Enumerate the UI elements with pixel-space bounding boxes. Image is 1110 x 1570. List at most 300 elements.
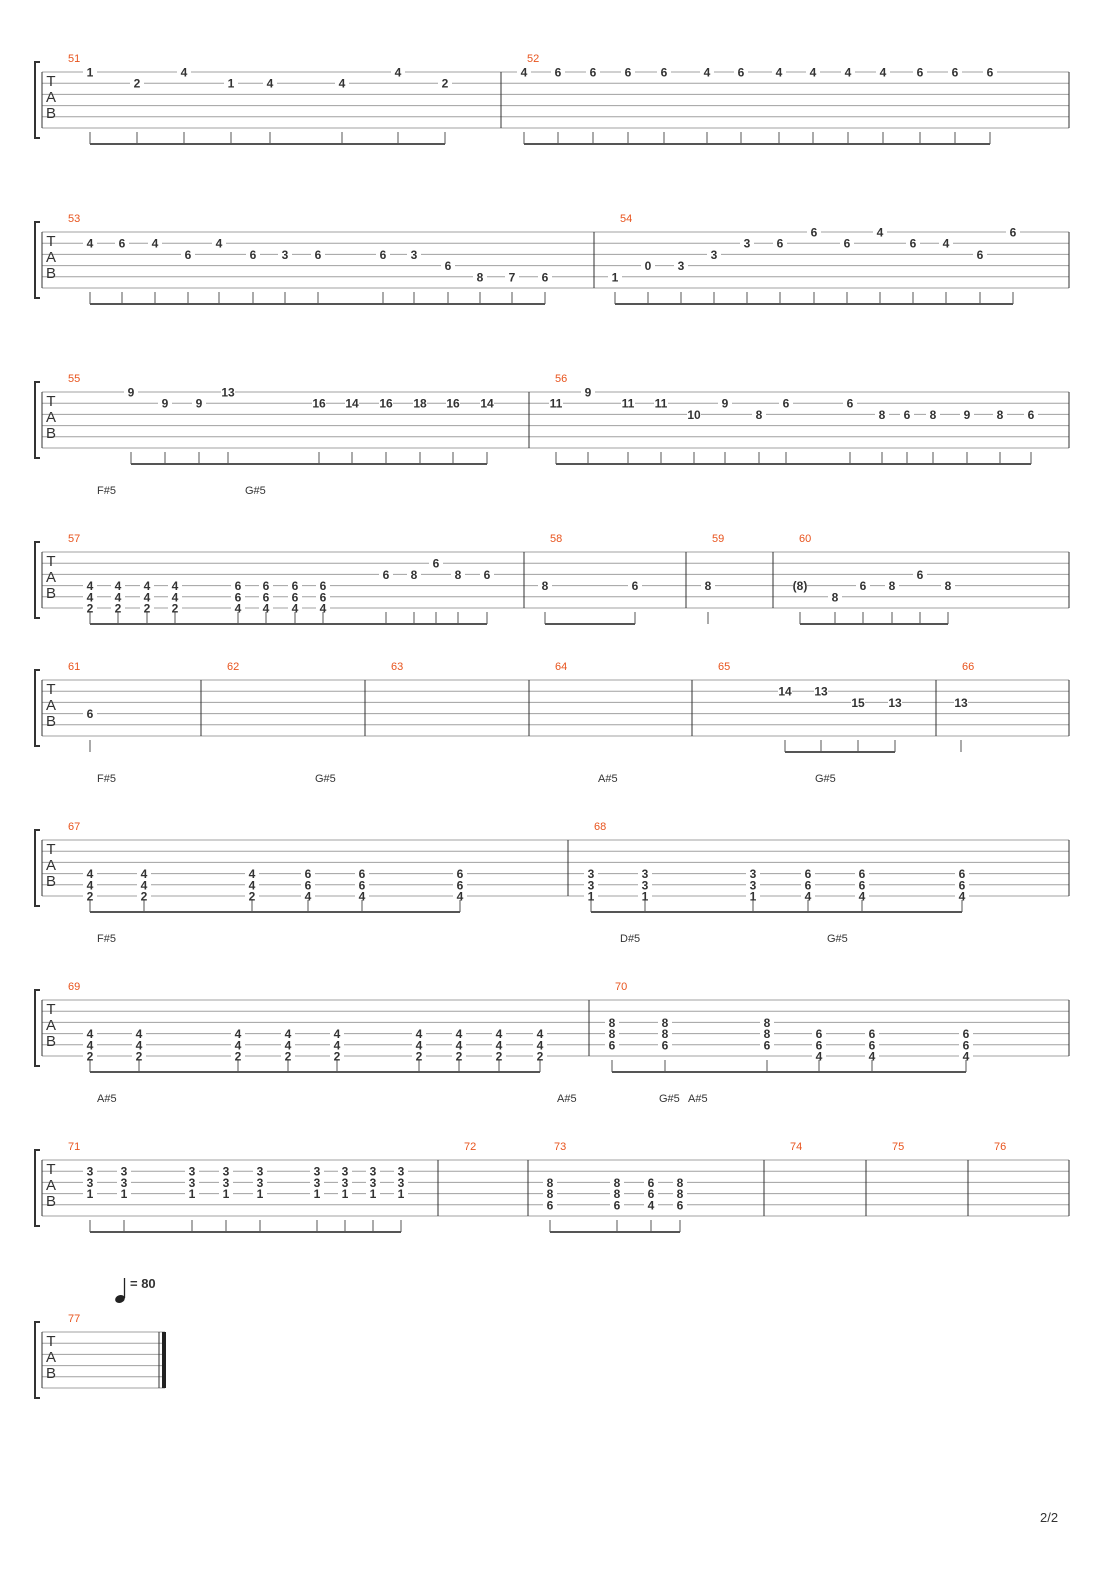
fret-number: 3 (256, 1164, 264, 1179)
fret-number: 6 (444, 259, 452, 274)
fret-number: 4 (248, 878, 256, 893)
fret-number: 4 (703, 65, 711, 80)
fret-number: 3 (341, 1175, 349, 1190)
fret-number: 4 (284, 1027, 292, 1042)
fret-number: 1 (86, 1187, 94, 1202)
fret-number: 9 (195, 396, 203, 411)
fret-number: 2 (114, 601, 122, 616)
fret-number: 6 (909, 236, 917, 251)
tab-clef-letter: T (46, 1001, 56, 1018)
tab-clef-letter: B (45, 1365, 57, 1382)
fret-number: 6 (986, 65, 994, 80)
fret-number: 13 (814, 684, 828, 699)
system-bracket (35, 1150, 40, 1226)
fret-number: 6 (776, 236, 784, 251)
fret-number: 4 (942, 236, 950, 251)
fret-number: 1 (641, 889, 649, 904)
fret-number: 3 (86, 1164, 94, 1179)
fret-number: 4 (143, 579, 151, 594)
fret-number: 4 (86, 579, 94, 594)
fret-number: 6 (1027, 407, 1035, 422)
fret-number: 1 (86, 65, 94, 80)
fret-number: 9 (127, 385, 135, 400)
fret-number: 8 (608, 1015, 616, 1030)
fret-number: 4 (495, 1027, 503, 1042)
fret-number: 4 (86, 878, 94, 893)
chord-name: F#5 (97, 933, 116, 945)
tab-system (35, 62, 1069, 144)
fret-number: 4 (520, 65, 528, 80)
fret-number: 6 (661, 1038, 669, 1053)
fret-number: 4 (844, 65, 852, 80)
fret-number: 8 (541, 579, 549, 594)
fret-number: 8 (763, 1015, 771, 1030)
fret-number: 4 (868, 1049, 876, 1064)
fret-number: 4 (394, 65, 402, 80)
fret-number: 3 (341, 1164, 349, 1179)
fret-number: 8 (608, 1027, 616, 1042)
fret-number: 8 (546, 1187, 554, 1202)
fret-number: 4 (114, 579, 122, 594)
fret-number: 4 (962, 1049, 970, 1064)
fret-number: 11 (654, 396, 668, 411)
fret-number: 4 (234, 1027, 242, 1042)
fret-number: 6 (868, 1038, 876, 1053)
measure-number: 72 (464, 1141, 477, 1153)
fret-number: 6 (589, 65, 597, 80)
fret-number: 2 (441, 76, 449, 91)
tab-clef-letter: T (46, 393, 56, 410)
chord-name: A#5 (557, 1093, 577, 1105)
measure-number: 53 (68, 213, 81, 225)
fret-number: 4 (86, 236, 94, 251)
chord-name: A#5 (598, 773, 618, 785)
fret-number: 2 (86, 1049, 94, 1064)
fret-number: 2 (536, 1049, 544, 1064)
fret-number: 3 (313, 1175, 321, 1190)
fret-number: 6 (86, 707, 94, 722)
fret-number: 2 (455, 1049, 463, 1064)
fret-number: 6 (483, 567, 491, 582)
measure-number: 61 (68, 661, 81, 673)
fret-number: 14 (480, 396, 494, 411)
tempo-value: = 80 (130, 1276, 156, 1291)
fret-number: 3 (749, 878, 757, 893)
fret-number: 4 (266, 76, 274, 91)
fret-number: 1 (222, 1187, 230, 1202)
tab-clef-letter: T (46, 553, 56, 570)
tab-clef-letter: A (45, 89, 57, 106)
fret-number: 6 (291, 579, 299, 594)
measure-number: 68 (594, 821, 607, 833)
fret-number: 6 (962, 1027, 970, 1042)
fret-number: 4 (171, 579, 179, 594)
measure-number: 74 (790, 1141, 803, 1153)
fret-number: 3 (188, 1164, 196, 1179)
fret-number: 4 (358, 889, 366, 904)
fret-number: 1 (227, 76, 235, 91)
fret-number: 8 (763, 1027, 771, 1042)
fret-number: 4 (455, 1027, 463, 1042)
fret-number: 2 (415, 1049, 423, 1064)
fret-number: 6 (962, 1038, 970, 1053)
fret-number: 4 (415, 1027, 423, 1042)
fret-number: 2 (234, 1049, 242, 1064)
fret-number: 4 (333, 1038, 341, 1053)
fret-number: 4 (456, 889, 464, 904)
tab-clef-letter: T (46, 1333, 56, 1350)
fret-number: 3 (397, 1175, 405, 1190)
fret-number: 6 (815, 1027, 823, 1042)
fret-number: 6 (903, 407, 911, 422)
fret-number: 3 (410, 247, 418, 262)
tab-clef-letter: A (45, 697, 57, 714)
fret-number: 6 (815, 1038, 823, 1053)
measure-number: 64 (555, 661, 568, 673)
fret-number: 1 (369, 1187, 377, 1202)
chord-name: G#5 (315, 773, 336, 785)
tab-clef-letter: A (45, 569, 57, 586)
fret-number: 4 (135, 1038, 143, 1053)
fret-number: 9 (584, 385, 592, 400)
fret-number: 6 (647, 1187, 655, 1202)
measure-number: 65 (718, 661, 731, 673)
fret-number: 4 (114, 590, 122, 605)
tab-clef-letter: T (46, 73, 56, 90)
fret-number: 6 (541, 270, 549, 285)
fret-number: 6 (608, 1038, 616, 1053)
tempo-marking (114, 1278, 126, 1304)
fret-number: 6 (737, 65, 745, 80)
fret-number: 4 (304, 889, 312, 904)
fret-number: 4 (415, 1038, 423, 1053)
fret-number: 6 (858, 878, 866, 893)
fret-number: 3 (222, 1164, 230, 1179)
fret-number: 8 (755, 407, 763, 422)
fret-number: 4 (86, 1027, 94, 1042)
fret-number: 4 (215, 236, 223, 251)
fret-number: 3 (587, 878, 595, 893)
fret-number: 6 (958, 878, 966, 893)
tab-clef-letter: B (45, 585, 57, 602)
fret-number: 4 (143, 590, 151, 605)
measure-number: 76 (994, 1141, 1007, 1153)
fret-number: 3 (369, 1175, 377, 1190)
fret-number: 6 (810, 225, 818, 240)
tab-clef-letter: A (45, 1017, 57, 1034)
system-bracket (35, 830, 40, 906)
fret-number: 6 (804, 867, 812, 882)
fret-number: 16 (446, 396, 460, 411)
tab-clef-letter: A (45, 1177, 57, 1194)
fret-number: 2 (495, 1049, 503, 1064)
measure-number: 56 (555, 373, 568, 385)
chord-name: A#5 (97, 1093, 117, 1105)
tab-clef-letter: B (45, 1193, 57, 1210)
fret-number: 3 (188, 1175, 196, 1190)
system-bracket (35, 1322, 40, 1398)
tab-clef-letter: B (45, 265, 57, 282)
fret-number: 6 (958, 867, 966, 882)
measure-number: 69 (68, 981, 81, 993)
fret-number: 8 (929, 407, 937, 422)
fret-number: 4 (958, 889, 966, 904)
fret-number: 2 (86, 889, 94, 904)
tab-clef-letter: T (46, 841, 56, 858)
fret-number: 4 (140, 867, 148, 882)
fret-number: 6 (358, 878, 366, 893)
system-bracket (35, 990, 40, 1066)
fret-number: 2 (333, 1049, 341, 1064)
fret-number: 1 (313, 1187, 321, 1202)
fret-number: 4 (333, 1027, 341, 1042)
measure-number: 62 (227, 661, 240, 673)
fret-number: 6 (234, 590, 242, 605)
fret-number: 3 (677, 259, 685, 274)
chord-name: G#5 (827, 933, 848, 945)
fret-number: 0 (644, 259, 652, 274)
measure-number: 52 (527, 53, 540, 65)
fret-number: 14 (345, 396, 359, 411)
tab-system (35, 542, 1069, 624)
fret-number: 1 (397, 1187, 405, 1202)
fret-number: 6 (676, 1198, 684, 1213)
fret-number: 8 (878, 407, 886, 422)
fret-number: 16 (312, 396, 326, 411)
fret-number: 3 (743, 236, 751, 251)
fret-number: 8 (661, 1015, 669, 1030)
fret-number: 1 (120, 1187, 128, 1202)
measure-number: 63 (391, 661, 404, 673)
fret-number: 3 (281, 247, 289, 262)
fret-number: 4 (135, 1027, 143, 1042)
fret-number: 2 (143, 601, 151, 616)
fret-number: 4 (86, 590, 94, 605)
fret-number: 8 (613, 1175, 621, 1190)
system-bracket (35, 382, 40, 458)
final-barline-thick (162, 1332, 166, 1388)
measure-number: 75 (892, 1141, 905, 1153)
system-bracket (35, 222, 40, 298)
tab-clef-letter: B (45, 713, 57, 730)
fret-number: 8 (410, 567, 418, 582)
fret-number: 4 (319, 601, 327, 616)
tab-system (35, 670, 1069, 752)
fret-number: 6 (916, 65, 924, 80)
fret-number: 4 (536, 1038, 544, 1053)
fret-number: 3 (397, 1164, 405, 1179)
fret-number: 10 (687, 407, 701, 422)
fret-number: 4 (455, 1038, 463, 1053)
fret-number: 6 (184, 247, 192, 262)
measure-number: 67 (68, 821, 81, 833)
fret-number: 6 (432, 556, 440, 571)
fret-number: 2 (140, 889, 148, 904)
fret-number: 1 (611, 270, 619, 285)
fret-number: 4 (804, 889, 812, 904)
tab-clef-letter: B (45, 1033, 57, 1050)
measure-number: 58 (550, 533, 563, 545)
page-number: 2/2 (1040, 1510, 1059, 1525)
measure-number: 51 (68, 53, 81, 65)
measure-number: 77 (68, 1313, 81, 1325)
fret-number: 13 (221, 385, 235, 400)
fret-number: 6 (846, 396, 854, 411)
tab-clef-letter: B (45, 105, 57, 122)
fret-number: 6 (546, 1198, 554, 1213)
measure-number: 54 (620, 213, 633, 225)
fret-number: 18 (413, 396, 427, 411)
fret-number: 16 (379, 396, 393, 411)
fret-number: 2 (248, 889, 256, 904)
fret-number: 3 (641, 867, 649, 882)
measure-number: 55 (68, 373, 81, 385)
fret-number: 6 (249, 247, 257, 262)
fret-number: 4 (858, 889, 866, 904)
fret-number: 3 (256, 1175, 264, 1190)
fret-number: 4 (647, 1198, 655, 1213)
chord-name: G#5 (815, 773, 836, 785)
fret-number: 6 (262, 579, 270, 594)
fret-number: 4 (180, 65, 188, 80)
fret-number: 3 (120, 1164, 128, 1179)
tab-system (35, 382, 1069, 464)
fret-number: 8 (613, 1187, 621, 1202)
measure-number: 71 (68, 1141, 81, 1153)
fret-number: 6 (319, 590, 327, 605)
tab-clef-letter: B (45, 425, 57, 442)
fret-number: 15 (851, 695, 865, 710)
fret-number: 11 (621, 396, 635, 411)
fret-number: 6 (304, 878, 312, 893)
fret-number: 13 (888, 695, 902, 710)
tab-clef-letter: T (46, 233, 56, 250)
fret-number: 4 (876, 225, 884, 240)
fret-number: 8 (996, 407, 1004, 422)
fret-number: 6 (976, 247, 984, 262)
fret-number: 4 (809, 65, 817, 80)
fret-number: 3 (587, 867, 595, 882)
fret-number: 4 (248, 867, 256, 882)
fret-number: 6 (291, 590, 299, 605)
fret-number: 1 (256, 1187, 264, 1202)
tab-system (35, 222, 1069, 304)
chord-name: G#5 (659, 1093, 680, 1105)
fret-number: 6 (916, 567, 924, 582)
measure-number: 66 (962, 661, 975, 673)
fret-number: 11 (549, 396, 563, 411)
fret-number: 6 (456, 878, 464, 893)
chord-name: G#5 (245, 485, 266, 497)
fret-number: 8 (831, 590, 839, 605)
fret-number: 4 (234, 1038, 242, 1053)
fret-number: 6 (262, 590, 270, 605)
fret-number: 3 (710, 247, 718, 262)
fret-number: 9 (161, 396, 169, 411)
fret-number: 1 (587, 889, 595, 904)
tab-clef-letter: A (45, 249, 57, 266)
fret-number: 3 (749, 867, 757, 882)
fret-number: 8 (676, 1187, 684, 1202)
fret-number: 8 (704, 579, 712, 594)
fret-number: 8 (476, 270, 484, 285)
fret-number: 6 (234, 579, 242, 594)
fret-number: 4 (86, 867, 94, 882)
fret-number: 6 (624, 65, 632, 80)
fret-number: 6 (843, 236, 851, 251)
fret-number: 9 (721, 396, 729, 411)
chord-name: F#5 (97, 485, 116, 497)
fret-number: 4 (495, 1038, 503, 1053)
fret-number: 4 (234, 601, 242, 616)
fret-number: 6 (804, 878, 812, 893)
fret-number: 4 (86, 1038, 94, 1053)
fret-number: 6 (613, 1198, 621, 1213)
fret-number: 4 (291, 601, 299, 616)
fret-number: 2 (171, 601, 179, 616)
system-bracket (35, 542, 40, 618)
fret-number: 6 (782, 396, 790, 411)
fret-number: 4 (536, 1027, 544, 1042)
fret-number: 6 (379, 247, 387, 262)
fret-number: 3 (369, 1164, 377, 1179)
chord-name: D#5 (620, 933, 641, 945)
measure-number: 59 (712, 533, 725, 545)
fret-number: 3 (86, 1175, 94, 1190)
fret-number: 3 (313, 1164, 321, 1179)
tab-system (35, 990, 1069, 1072)
fret-number: 8 (454, 567, 462, 582)
measure-number: 73 (554, 1141, 567, 1153)
fret-number: 6 (868, 1027, 876, 1042)
fret-number: 6 (859, 579, 867, 594)
fret-number: 6 (554, 65, 562, 80)
fret-number: 6 (314, 247, 322, 262)
tab-clef-letter: A (45, 857, 57, 874)
fret-number: 4 (262, 601, 270, 616)
fret-number: 1 (749, 889, 757, 904)
fret-number: 1 (188, 1187, 196, 1202)
chord-name: A#5 (688, 1093, 708, 1105)
fret-number: (8) (792, 579, 808, 594)
fret-number: 6 (358, 867, 366, 882)
fret-number: 2 (86, 601, 94, 616)
tab-clef-letter: A (45, 1349, 57, 1366)
fret-number: 8 (546, 1175, 554, 1190)
tab-clef-letter: A (45, 409, 57, 426)
fret-number: 6 (304, 867, 312, 882)
fret-number: 6 (382, 567, 390, 582)
tab-clef-letter: T (46, 681, 56, 698)
tab-clef-letter: B (45, 873, 57, 890)
fret-number: 6 (1009, 225, 1017, 240)
fret-number: 4 (284, 1038, 292, 1053)
fret-number: 2 (284, 1049, 292, 1064)
fret-number: 6 (456, 867, 464, 882)
fret-number: 3 (641, 878, 649, 893)
fret-number: 3 (120, 1175, 128, 1190)
system-bracket (35, 670, 40, 746)
fret-number: 8 (944, 579, 952, 594)
measure-number: 57 (68, 533, 81, 545)
fret-number: 8 (661, 1027, 669, 1042)
tab-clef-letter: T (46, 1161, 56, 1178)
system-bracket (35, 62, 40, 138)
fret-number: 4 (140, 878, 148, 893)
fret-number: 4 (815, 1049, 823, 1064)
fret-number: 6 (118, 236, 126, 251)
fret-number: 4 (775, 65, 783, 80)
